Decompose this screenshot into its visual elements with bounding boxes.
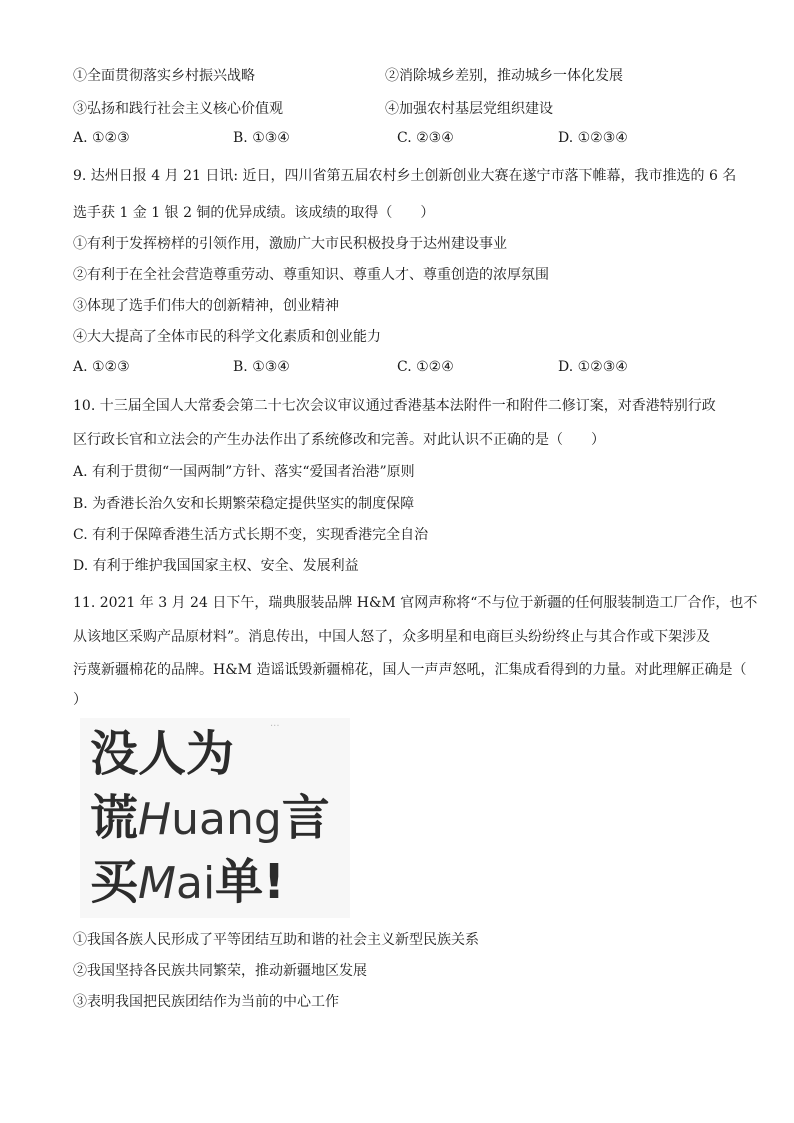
q8-item-4: ④加强农村基层党组织建设 [385, 101, 553, 117]
slogan-line-1-text: 没人为 [90, 726, 235, 782]
slogan-line-3-latin: ai [175, 858, 216, 909]
q8-option-c[interactable]: C. ②③④ [397, 130, 454, 146]
q9-stem-line-2: 选手获 1 金 1 银 2 铜的优异成绩。该成绩的取得（ ） [73, 205, 435, 221]
q9-option-b[interactable]: B. ①③④ [233, 359, 290, 375]
q8-options [73, 130, 723, 150]
slogan-line-3-cn-1: 买 [90, 854, 139, 910]
slogan-line-3-cn-2: 单! [215, 854, 286, 910]
slogan-line-1 [90, 726, 234, 782]
slogan-line-2 [90, 790, 330, 848]
q11-item-2: ②我国坚持各民族共同繁荣，推动新疆地区发展 [73, 963, 367, 979]
q10-option-b[interactable]: B. 为香港长治久安和长期繁荣稳定提供坚实的制度保障 [73, 496, 415, 512]
q9-option-d[interactable]: D. ①②③④ [558, 359, 628, 375]
q8-option-b[interactable]: B. ①③④ [233, 130, 290, 146]
q9-option-c[interactable]: C. ①②④ [397, 359, 454, 375]
q9-option-a[interactable]: A. ①②③ [73, 359, 130, 375]
q9-item-3: ③体现了选手们伟大的创新精神，创业精神 [73, 298, 339, 314]
q10-option-c[interactable]: C. 有利于保障香港生活方式长期不变，实现香港完全自治 [73, 527, 429, 543]
q10-option-a[interactable]: A. 有利于贯彻“一国两制”方针、落实“爱国者治港”原则 [73, 464, 415, 480]
q11-stem-line-4: ） [73, 692, 87, 708]
q9-item-1: ①有利于发挥榜样的引领作用，激励广大市民积极投身于达州建设事业 [73, 236, 507, 252]
q8-option-d[interactable]: D. ①②③④ [558, 130, 628, 146]
q8-option-a[interactable]: A. ①②③ [73, 130, 130, 146]
slogan-line-2-cn-1: 谎 [90, 790, 139, 846]
q10-stem-line-2: 区行政长官和立法会的产生办法作出了系统修改和完善。对此认识不正确的是（ ） [73, 432, 605, 448]
image-smudge: ... [270, 718, 280, 729]
slogan-line-2-latin: uang [171, 794, 282, 845]
q10-stem-line-1: 10. 十三届全国人大常委会第二十七次会议审议通过香港基本法附件一和附件二修订案，对香港特别行政 [73, 398, 716, 414]
q8-item-1: ①全面贯彻落实乡村振兴战略 [73, 68, 255, 84]
q11-stem-line-3: 污蔑新疆棉花的品牌。H&M 造谣诋毁新疆棉花，国人一声声怒吼，汇集成看得到的力量。对此理解正确是（ [73, 662, 747, 678]
q8-item-2: ②消除城乡差别，推动城乡一体化发展 [385, 68, 623, 84]
q11-stem-line-2: 从该地区采购产品原材料”。消息传出，中国人怒了，众多明星和电商巨头纷纷终止与其合作或下架涉及 [73, 629, 711, 645]
slogan-line-3-latin-italic: M [138, 858, 176, 909]
q9-options [73, 359, 723, 379]
q11-stem-line-1: 11. 2021 年 3 月 24 日下午，瑞典服装品牌 H&M 官网声称将“不与位于新疆的任何服装制造工厂合作，也不 [73, 595, 758, 611]
q9-item-4: ④大大提高了全体市民的科学文化素质和创业能力 [73, 329, 381, 345]
q11-item-1: ①我国各族人民形成了平等团结互助和谐的社会主义新型民族关系 [73, 932, 479, 948]
q10-option-d[interactable]: D. 有利于维护我国国家主权、安全、发展利益 [73, 558, 359, 574]
q11-item-3: ③表明我国把民族团结作为当前的中心工作 [73, 994, 339, 1010]
slogan-line-2-cn-2: 言 [281, 790, 330, 846]
q9-item-2: ②有利于在全社会营造尊重劳动、尊重知识、尊重人才、尊重创造的浓厚氛围 [73, 267, 549, 283]
slogan-line-2-latin-italic: H [138, 794, 172, 845]
q9-stem-line-1: 9. 达州日报 4 月 21 日讯: 近日，四川省第五届农村乡土创新创业大赛在遂宁市落下帷幕，我市推选的 6 名 [73, 168, 737, 184]
slogan-image [80, 718, 350, 918]
q8-item-3: ③弘扬和践行社会主义核心价值观 [73, 101, 283, 117]
slogan-line-3 [90, 854, 285, 912]
